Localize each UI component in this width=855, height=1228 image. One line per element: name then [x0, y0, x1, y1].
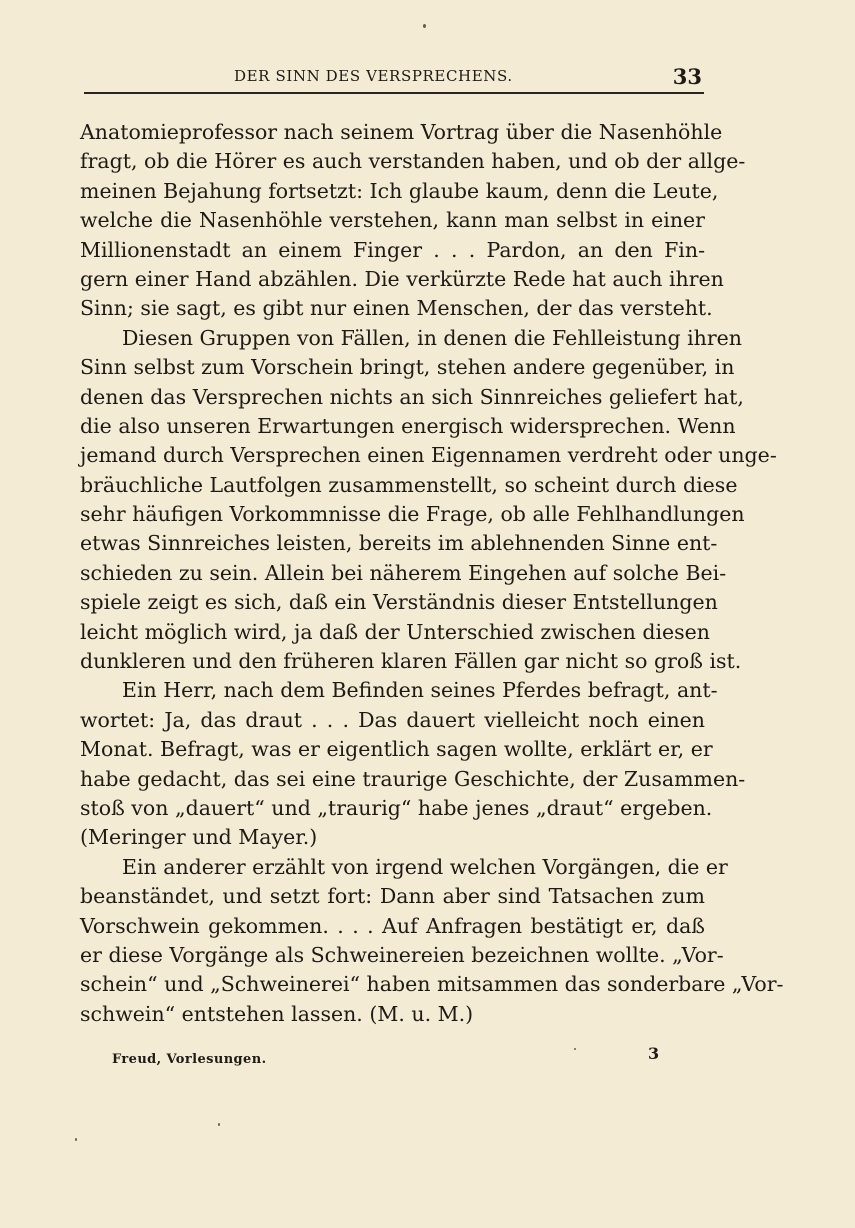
paragraph-start-line: Ein anderer erzählt von irgend welchen Vorgängen, die er: [122, 854, 728, 879]
paragraph-start-line: Ein Herr, nach dem Befinden seines Pferdes befragt, ant-: [122, 678, 718, 703]
paper-speck: [75, 1138, 77, 1141]
page-number: 33: [672, 64, 702, 89]
text-line: meinen Bejahung fortsetzt: Ich glaube kaum, denn die Leute,: [80, 178, 719, 203]
text-line: welche die Nasenhöhle verstehen, kann man selbst in einer: [80, 208, 705, 233]
text-line: Vorschwein gekommen. . . . Auf Anfragen bestätigt er, daß: [80, 913, 705, 938]
text-line: dunkleren und den früheren klaren Fällen gar nicht so groß ist.: [80, 649, 742, 674]
text-line: spiele zeigt es sich, daß ein Verständnis dieser Entstellungen: [80, 590, 718, 615]
text-line: beanständet, und setzt fort: Dann aber sind Tatsachen zum: [80, 884, 705, 909]
signature-mark: 3: [648, 1044, 660, 1063]
text-line: schieden zu sein. Allein bei näherem Eingehen auf solche Bei-: [80, 560, 727, 585]
text-line: Monat. Befragt, was er eigentlich sagen wollte, erklärt er, er: [80, 737, 713, 762]
paper-speck: [574, 1048, 576, 1050]
text-line: die also unseren Erwartungen energisch widersprechen. Wenn: [80, 413, 736, 438]
text-line: Sinn selbst zum Vorschein bringt, stehen andere gegenüber, in: [80, 355, 735, 380]
text-line: habe gedacht, das sei eine traurige Geschichte, der Zusammen-: [80, 766, 746, 791]
text-line: er diese Vorgänge als Schweinereien bezeichnen wollte. „Vor-: [80, 942, 724, 967]
text-line: fragt, ob die Hörer es auch verstanden haben, und ob der allge-: [80, 149, 746, 174]
text-line: (Meringer und Mayer.): [80, 825, 318, 850]
text-line: Anatomieprofessor nach seinem Vortrag über die Nasenhöhle: [80, 120, 723, 144]
text-line: jemand durch Versprechen einen Eigennamen verdreht oder unge-: [80, 443, 777, 468]
paper-speck: [423, 24, 426, 28]
text-line: wortet: Ja, das draut . . . Das dauert vielleicht noch einen: [80, 707, 705, 732]
text-line: denen das Versprechen nichts an sich Sinnreiches geliefert hat,: [80, 384, 744, 409]
text-line: leicht möglich wird, ja daß der Unterschied zwischen diesen: [80, 619, 710, 644]
text-line: gern einer Hand abzählen. Die verkürzte Rede hat auch ihren: [80, 266, 724, 291]
text-line: sehr häufigen Vorkommnisse die Frage, ob alle Fehlhandlungen: [80, 502, 745, 527]
text-line: etwas Sinnreiches leisten, bereits im ablehnenden Sinne ent-: [80, 531, 718, 556]
running-title: DER SINN DES VERSPRECHENS.: [234, 67, 513, 85]
text-line: Sinn; sie sagt, es gibt nur einen Menschen, der das versteht.: [80, 296, 713, 321]
text-line: bräuchliche Lautfolgen zusammenstellt, so scheint durch diese: [80, 472, 738, 497]
text-line: Millionenstadt an einem Finger . . . Pardon, an den Fin-: [80, 237, 705, 262]
running-header: [84, 64, 704, 94]
footer-author-line: Freud, Vorlesungen.: [112, 1052, 267, 1067]
paragraph-start-line: Diesen Gruppen von Fällen, in denen die Fehlleistung ihren: [122, 325, 742, 350]
text-line: schein“ und „Schweinerei“ haben mitsammen das sonderbare „Vor-: [80, 972, 784, 997]
text-line: schwein“ entstehen lassen. (M. u. M.): [80, 1001, 474, 1026]
text-line: stoß von „dauert“ und „traurig“ habe jenes „draut“ ergeben.: [80, 795, 713, 820]
paper-speck: [218, 1123, 220, 1126]
body-text: [80, 118, 784, 1029]
